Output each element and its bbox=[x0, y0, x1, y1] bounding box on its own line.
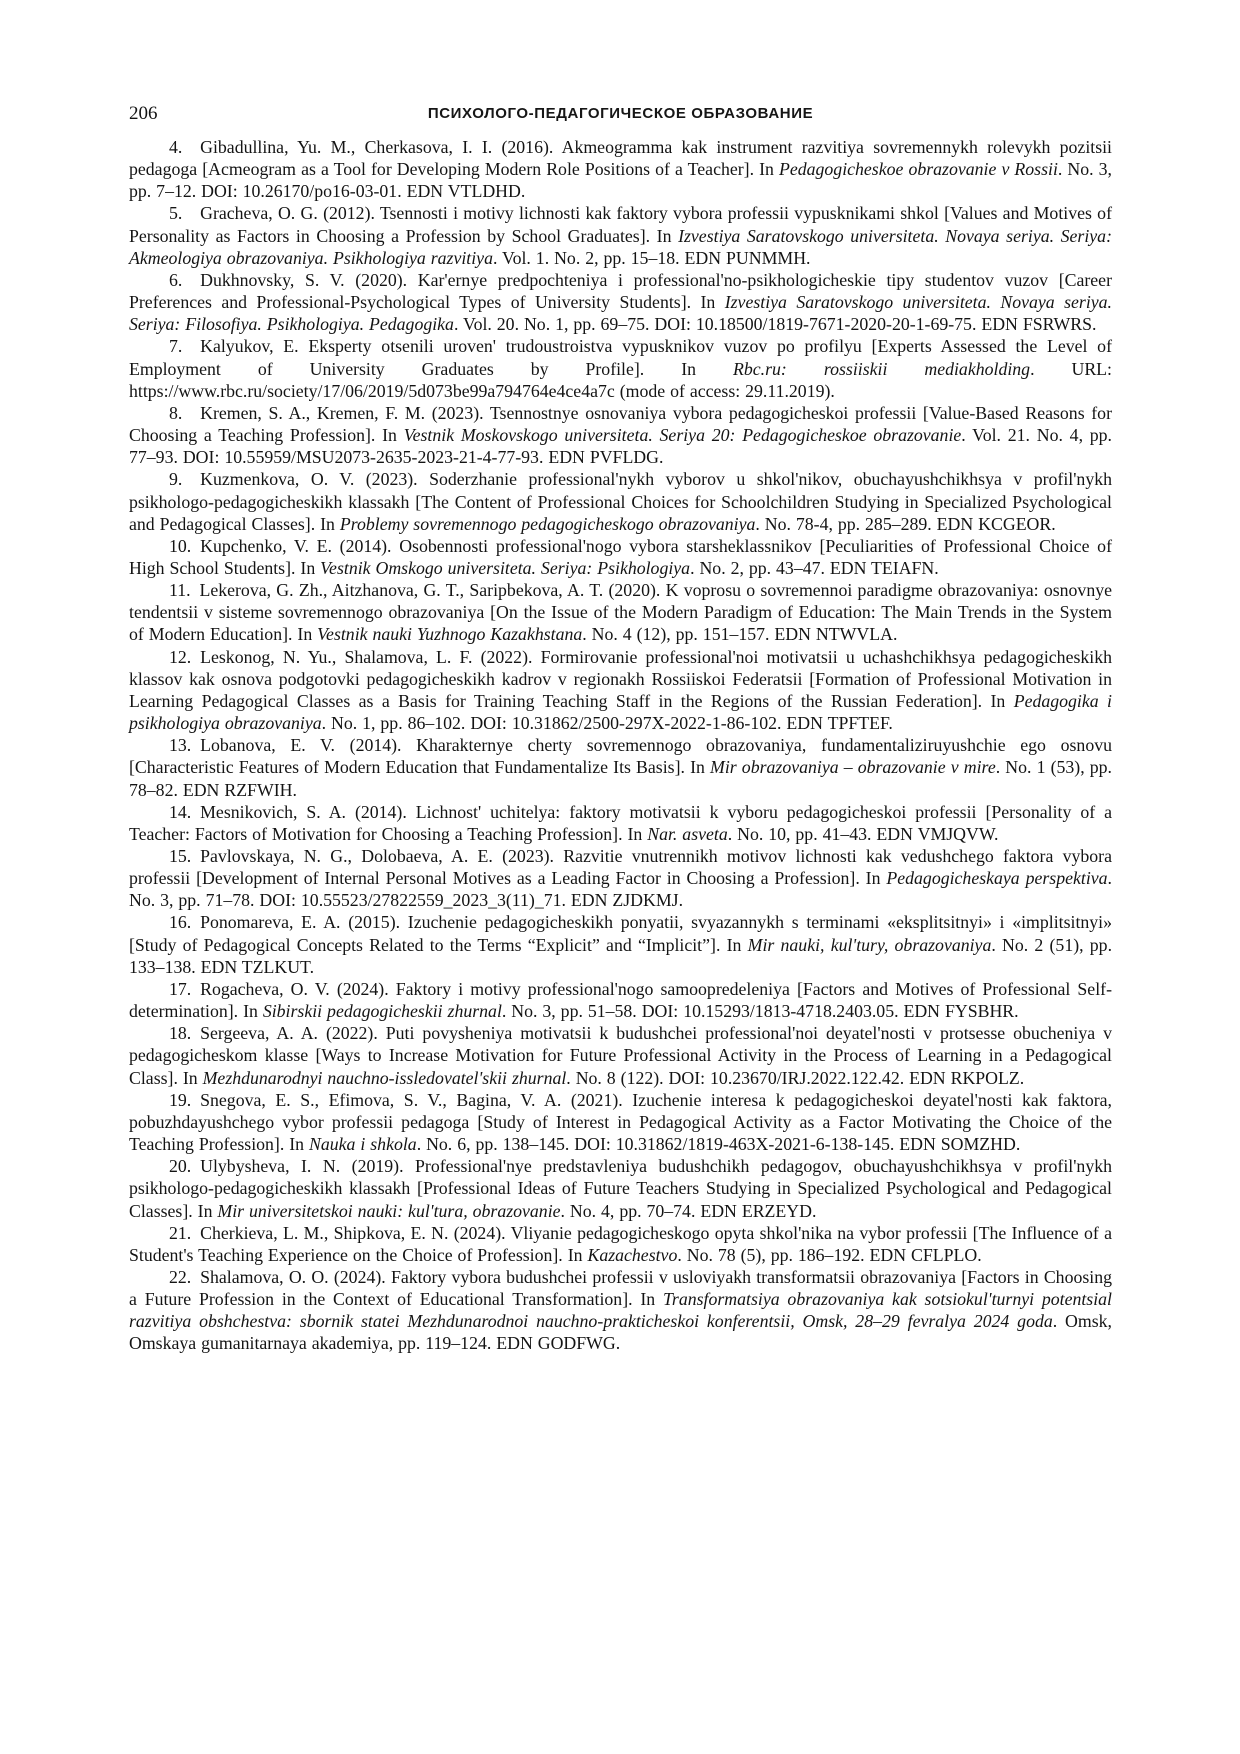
reference-item bbox=[129, 136, 1112, 202]
reference-text: . No. 78-4, pp. 285–289. EDN KCGEOR. bbox=[755, 513, 1056, 534]
reference-text: . No. 1, pp. 86–102. DOI: 10.31862/2500-297X-2022-1-86-102. EDN TPFTEF. bbox=[321, 713, 893, 734]
reference-source-title: Kazachestvo bbox=[587, 1244, 678, 1265]
reference-item bbox=[129, 734, 1112, 800]
reference-item bbox=[129, 911, 1112, 977]
reference-number: 13. bbox=[169, 735, 192, 756]
reference-text: Ulybysheva, I. N. (2019). Professional'nye predstavleniya budushchikh pedagogov, obuchayushchikhsya v profil'nykh psikhologo-pedagogicheskikh klassakh [Professional Ideas of Future Teachers Studying in Specialized Psychological and Pedagogical Classes]. In bbox=[129, 1156, 1112, 1221]
reference-text: . Omsk, Omskaya gumanitarnaya akademiya, pp. 119–124. EDN GODFWG. bbox=[129, 1311, 1112, 1354]
reference-source-title: Vestnik Omskogo universiteta. Seriya: Psikhologiya bbox=[320, 557, 691, 578]
reference-source-title: Problemy sovremennogo pedagogicheskogo obrazovaniya bbox=[339, 513, 756, 534]
reference-number: 9. bbox=[169, 469, 183, 490]
reference-item bbox=[129, 646, 1112, 735]
reference-text: . No. 2 (51), pp. 133–138. EDN TZLKUT. bbox=[129, 934, 1113, 977]
reference-text: Kupchenko, V. E. (2014). Osobennosti professional'nogo vybora starsheklassnikov [Peculiarities of Professional Choice of High School Students]. In bbox=[129, 535, 1112, 578]
reference-item bbox=[129, 845, 1112, 911]
reference-text: Lekerova, G. Zh., Aitzhanova, G. T., Saripbekova, A. T. (2020). K voprosu o sovremennoi paradigme obrazovaniya: osnovnye tendentsii v sisteme sovremennogo obrazovaniya [On the Issue of the Modern Paradigm of Education: The Main Trends in the System of Modern Education]. In bbox=[129, 580, 1112, 645]
reference-text: Kuzmenkova, O. V. (2023). Soderzhanie professional'nykh vyborov u shkol'nikov, obuchayushchikhsya v profil'nykh psikhologo-pedagogicheskikh klassakh [The Content of Professional Choices for Schoolchildren Studying in Specialized Psychological and Pedagogical Classes]. In bbox=[129, 469, 1112, 534]
reference-text: . No. 78 (5), pp. 186–192. EDN CFLPLO. bbox=[677, 1244, 982, 1265]
reference-text: . Vol. 20. No. 1, pp. 69–75. DOI: 10.18500/1819-7671-2020-20-1-69-75. EDN FSRWRS. bbox=[453, 314, 1097, 335]
reference-text: . No. 6, pp. 138–145. DOI: 10.31862/1819-463X-2021-6-138-145. EDN SOMZHD. bbox=[416, 1134, 1021, 1155]
reference-text: Lobanova, E. V. (2014). Kharakternye cherty sovremennogo obrazovaniya, fundamentaliziruyushchie ego osnovu [Characteristic Features of Modern Education that Fundamentalize Its Basis]. In bbox=[129, 735, 1112, 778]
reference-text: . No. 4 (12), pp. 151–157. EDN NTWVLA. bbox=[582, 624, 898, 645]
reference-source-title: Mezhdunarodnyi nauchno-issledovatel'skii zhurnal bbox=[202, 1067, 567, 1088]
reference-text: Kalyukov, E. Eksperty otsenili uroven' trudoustroistva vypusknikov vuzov po profilyu [Experts Assessed the Level of Employment of University Graduates by Profile]. In bbox=[129, 336, 1112, 379]
reference-item bbox=[129, 1022, 1112, 1088]
reference-text: Snegova, E. S., Efimova, S. V., Bagina, V. A. (2021). Izuchenie interesa k pedagogicheskoi deyatel'nosti kak faktora, pobuzhdayushchego vybor professii pedagoga [Study of Interest in Pedagogical Activity as a Factor Motivating the Choice of the Teaching Profession]. In bbox=[129, 1089, 1112, 1155]
reference-text: . No. 10, pp. 41–43. EDN VMJQVW. bbox=[727, 823, 999, 844]
reference-number: 19. bbox=[169, 1089, 192, 1110]
reference-number: 7. bbox=[169, 336, 183, 357]
reference-item bbox=[129, 1155, 1112, 1221]
page-content bbox=[129, 101, 1112, 1355]
reference-number: 6. bbox=[169, 269, 183, 290]
reference-source-title: Nauka i shkola bbox=[309, 1134, 417, 1155]
reference-item bbox=[129, 468, 1112, 534]
reference-source-title: Nar. asveta bbox=[647, 823, 728, 844]
reference-number: 17. bbox=[169, 978, 192, 999]
reference-source-title: Mir universitetskoi nauki: kul'tura, obrazovanie bbox=[217, 1200, 561, 1221]
reference-text: . Vol. 1. No. 2, pp. 15–18. EDN PUNMMH. bbox=[492, 247, 811, 268]
reference-number: 12. bbox=[169, 646, 192, 667]
reference-source-title: Mir nauki, kul'tury, obrazovaniya bbox=[747, 934, 992, 955]
reference-text: Cherkieva, L. M., Shipkova, E. N. (2024). Vliyanie pedagogicheskogo opyta shkol'nika na vybor professii [The Influence of a Student's Teaching Experience on the Choice of Profession]. In bbox=[129, 1222, 1112, 1265]
reference-text: Sergeeva, A. A. (2022). Puti povysheniya motivatsii k budushchei professional'noi deyatel'nosti v protsesse obucheniya v pedagogicheskom klasse [Ways to Increase Motivation for Future Professional Activity in the Process of Learning in a Pedagogical Class]. In bbox=[129, 1023, 1112, 1088]
reference-source-title: Vestnik nauki Yuzhnogo Kazakhstana bbox=[317, 624, 583, 645]
running-title: ПСИХОЛОГО-ПЕДАГОГИЧЕСКОЕ ОБРАЗОВАНИЕ bbox=[427, 105, 814, 122]
reference-source-title: Pedagogicheskaya perspektiva bbox=[886, 868, 1108, 889]
reference-source-title: Izvestiya Saratovskogo universiteta. Novaya seriya. Seriya: Akmeologiya obrazovaniya. Psikhologiya razvitiya bbox=[129, 225, 1112, 268]
reference-text: . URL: https://www.rbc.ru/society/17/06/2019/5d073be99a794764e4ce4a7c (mode of access: 29.11.2019). bbox=[129, 358, 1112, 401]
reference-number: 4. bbox=[169, 137, 183, 157]
reference-list bbox=[129, 136, 1112, 1355]
reference-text: Kremen, S. A., Kremen, F. M. (2023). Tsennostnye osnovaniya vybora pedagogicheskoi professii [Value-Based Reasons for Choosing a Teaching Profession]. In bbox=[129, 402, 1112, 446]
reference-number: 15. bbox=[169, 846, 192, 866]
page-header bbox=[129, 101, 1112, 127]
reference-number: 14. bbox=[169, 801, 192, 822]
page-number: 206 bbox=[129, 103, 158, 124]
reference-text: Dukhnovsky, S. V. (2020). Kar'ernye predpochteniya i professional'no-psikhologicheskie tipy studentov vuzov [Career Preferences and Professional-Psychological Types of University Students]. In bbox=[129, 269, 1112, 313]
reference-source-title: Pedagogika i psikhologiya obrazovaniya bbox=[129, 690, 1112, 734]
reference-text: . No. 3, pp. 51–58. DOI: 10.15293/1813-4718.2403.05. EDN FYSBHR. bbox=[501, 1001, 1019, 1022]
reference-source-title: Vestnik Moskovskogo universiteta. Seriya 20: Pedagogicheskoe obrazovanie bbox=[403, 425, 962, 446]
reference-text: . No. 8 (122). DOI: 10.23670/IRJ.2022.122.42. EDN RKPOLZ. bbox=[566, 1067, 1025, 1088]
reference-source-title: Rbc.ru: rossiiskii mediakholding bbox=[733, 358, 1031, 379]
reference-text: . No. 3, pp. 7–12. DOI: 10.26170/po16-03-01. EDN VTLDHD. bbox=[129, 159, 1112, 202]
reference-number: 11. bbox=[169, 580, 191, 601]
reference-item bbox=[129, 535, 1112, 579]
reference-item bbox=[129, 579, 1112, 645]
reference-number: 21. bbox=[169, 1222, 192, 1243]
reference-text: . Vol. 21. No. 4, pp. 77–93. DOI: 10.55959/MSU2073-2635-2023-21-4-77-93. EDN PVFLDG. bbox=[129, 425, 1112, 468]
reference-source-title: Mir obrazovaniya – obrazovanie v mire bbox=[710, 757, 996, 778]
reference-text: . No. 1 (53), pp. 78–82. EDN RZFWIH. bbox=[129, 757, 1113, 800]
reference-number: 18. bbox=[169, 1023, 192, 1044]
reference-number: 16. bbox=[169, 912, 192, 933]
reference-item bbox=[129, 402, 1112, 468]
reference-text: . No. 4, pp. 70–74. EDN ERZEYD. bbox=[560, 1200, 817, 1221]
reference-text: Rogacheva, O. V. (2024). Faktory i motivy professional'nogo samoopredeleniya [Factors and Motives of Professional Self-determination]. In bbox=[129, 978, 1112, 1022]
reference-item bbox=[129, 801, 1112, 845]
reference-text: . No. 2, pp. 43–47. EDN TEIAFN. bbox=[690, 557, 939, 578]
reference-item bbox=[129, 202, 1112, 268]
reference-item bbox=[129, 335, 1112, 401]
reference-source-title: Izvestiya Saratovskogo universiteta. Novaya seriya. Seriya: Filosofiya. Psikhologiya. Pedagogika bbox=[129, 292, 1112, 335]
reference-text: Pavlovskaya, N. G., Dolobaeva, A. E. (2023). Razvitie vnutrennikh motivov lichnosti kak vedushchego faktora vybora professii [Development of Internal Personal Motives as a Leading Factor in Choosing a Profession]. In bbox=[129, 846, 1112, 889]
reference-number: 20. bbox=[169, 1156, 192, 1177]
reference-text: Gibadullina, Yu. M., Cherkasova, I. I. (2016). Akmeogramma kak instrument razvitiya sovremennykh rolevykh pozitsii pedagoga [Acmeogram as a Tool for Developing Modern Role Positions of a Teacher]. In bbox=[129, 137, 1112, 180]
reference-item bbox=[129, 1089, 1112, 1155]
reference-number: 10. bbox=[169, 535, 192, 556]
reference-source-title: Sibirskii pedagogicheskii zhurnal bbox=[262, 1001, 502, 1022]
reference-text: Leskonog, N. Yu., Shalamova, L. F. (2022). Formirovanie professional'noi motivatsii u uchashchikhsya pedagogicheskikh klassov kak osnova podgotovki pedagogicheskikh kadrov v regionakh Rossiiskoi Federatsii [Formation of Professional Motivation in Learning Pedagogical Classes as a Basis for Training Teaching Staff in the Regions of the Russian Federation]. In bbox=[129, 646, 1112, 711]
reference-source-title: Transformatsiya obrazovaniya kak sotsiokul'turnyi potentsial razvitiya obshchestva: sbornik statei Mezhdunarodnoi nauchno-prakticheskoi konferentsii, Omsk, 28–29 fevralya 2024 goda bbox=[129, 1289, 1112, 1332]
reference-number: 5. bbox=[169, 203, 183, 224]
reference-text: Mesnikovich, S. A. (2014). Lichnost' uchitelya: faktory motivatsii k vyboru pedagogicheskoi professii [Personality of a Teacher: Factors of Motivation for Choosing a Teaching Profession]. In bbox=[129, 801, 1112, 844]
reference-text: Gracheva, O. G. (2012). Tsennosti i motivy lichnosti kak faktory vybora professii vypusknikami shkol [Values and Motives of Personality as Factors in Choosing a Profession by School Graduates]. In bbox=[129, 203, 1112, 246]
reference-number: 8. bbox=[169, 402, 183, 423]
reference-item bbox=[129, 978, 1112, 1022]
reference-item bbox=[129, 269, 1112, 335]
reference-text: Shalamova, O. O. (2024). Faktory vybora budushchei professii v usloviyakh transformatsii obrazovaniya [Factors in Choosing a Future Profession in the Context of Educational Transformation]. In bbox=[129, 1266, 1112, 1310]
reference-text: Ponomareva, E. A. (2015). Izuchenie pedagogicheskikh ponyatii, svyazannykh s terminami «eksplitsitnyi» i «implitsitnyi» [Study of Pedagogical Concepts Related to the Terms “Explicit” and “Implicit”]. In bbox=[129, 912, 1112, 955]
reference-item bbox=[129, 1222, 1112, 1266]
reference-source-title: Pedagogicheskoe obrazovanie v Rossii bbox=[778, 159, 1058, 180]
reference-item bbox=[129, 1266, 1112, 1355]
reference-number: 22. bbox=[169, 1266, 192, 1287]
reference-text: . No. 3, pp. 71–78. DOI: 10.55523/27822559_2023_3(11)_71. EDN ZJDKMJ. bbox=[129, 868, 1112, 911]
